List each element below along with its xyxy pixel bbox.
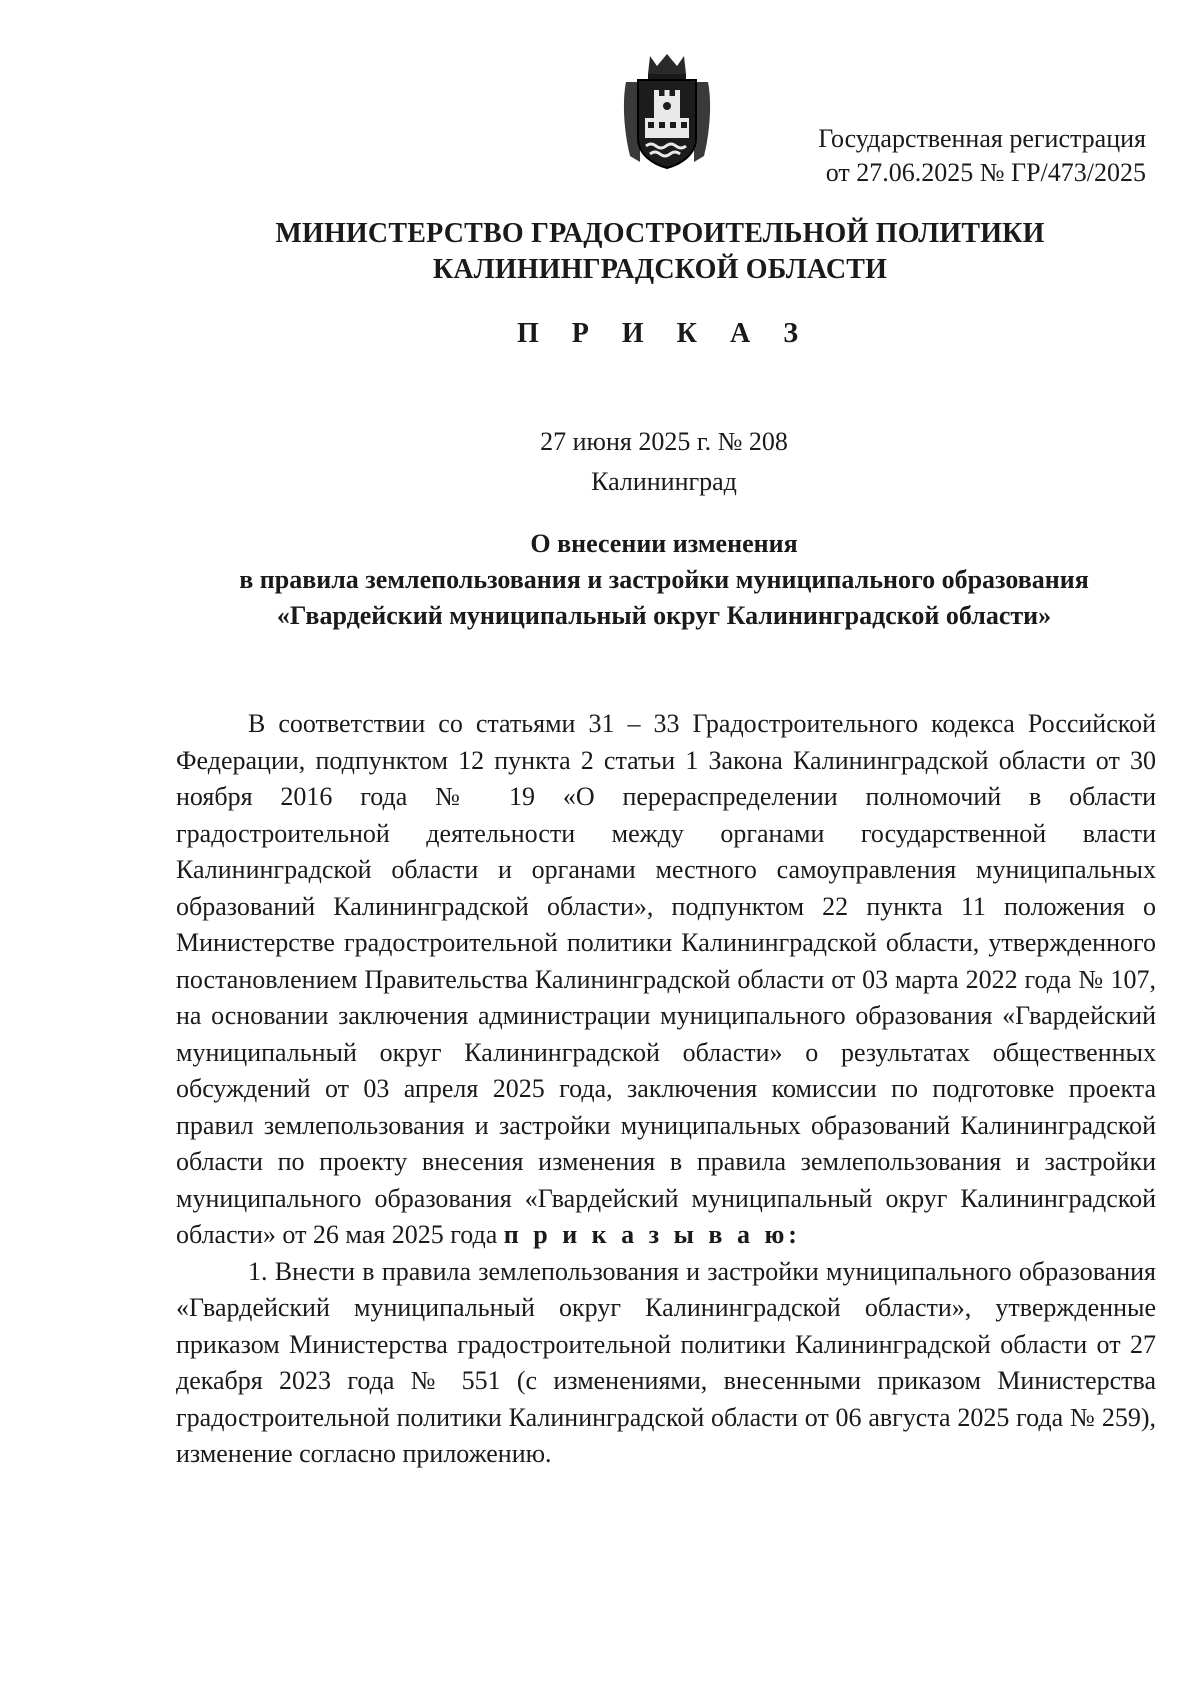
preamble-text: В соответствии со статьями 31 – 33 Градостроительного кодекса Российской Федерации, подпунктом 12 пункта 2 статьи 1 Закона Калининградской области от 30 ноября 2016 года № 19 «О перераспределении полномочий в области градостроительной деятельности между органами государственной власти Калининградской области и органами местного самоуправления муниципальных образований Калининградской области», подпунктом 22 пункта 11 положения о Министерстве градостроительной политики Калининградской области, утвержденного постановлением Правительства Калининградской области от 03 марта 2022 года № 107, на основании заключения администрации муниципального образования «Гвардейский муниципальный округ Калининградской области» о результатах общественных обсуждений от 03 апреля 2025 года, заключения комиссии по подготовке проекта правил землепользования и застройки муниципальных образований Калининградской области по проекту внесения изменения в правила землепользования и застройки муниципального образования «Гвардейский муниципальный округ Калининградской области» от 26 мая 2025 года <box>176 709 1156 1249</box>
order-meta <box>0 422 1200 502</box>
item-1-paragraph: 1. Внести в правила землепользования и застройки муниципального образования «Гвардейский муниципальный округ Калининградской области», утвержденные приказом Министерства градостроительной политики Калининградской области от 27 декабря 2023 года № 551 (с изменениями, внесенными приказом Министерства градостроительной политики Калининградской области от 06 августа 2025 года № 259), изменение согласно приложению. <box>176 1256 1156 1468</box>
order-subject <box>0 526 1200 634</box>
subject-line3: «Гвардейский муниципальный округ Калининградской области» <box>276 601 1052 630</box>
order-verb: п р и к а з ы в а ю: <box>503 1220 801 1249</box>
preamble-paragraph <box>176 706 1156 1254</box>
order-date-number: 27 июня 2025 г. № 208 <box>540 427 788 456</box>
ministry-name <box>0 216 1200 288</box>
order-city: Калининград <box>591 467 737 496</box>
ministry-name-line2: КАЛИНИНГРАДСКОЙ ОБЛАСТИ <box>432 254 888 285</box>
document-type: П Р И К А З <box>517 318 811 349</box>
registration-number: от 27.06.2025 № ГР/473/2025 <box>825 158 1146 187</box>
subject-line2: в правила землепользования и застройки муниципального образования <box>239 565 1089 594</box>
order-body <box>176 706 1156 1473</box>
registration-label: Государственная регистрация <box>818 124 1146 153</box>
state-registration <box>626 122 1146 190</box>
subject-line1: О внесении изменения <box>530 529 798 558</box>
ministry-name-line1: МИНИСТЕРСТВО ГРАДОСТРОИТЕЛЬНОЙ ПОЛИТИКИ <box>275 218 1045 249</box>
